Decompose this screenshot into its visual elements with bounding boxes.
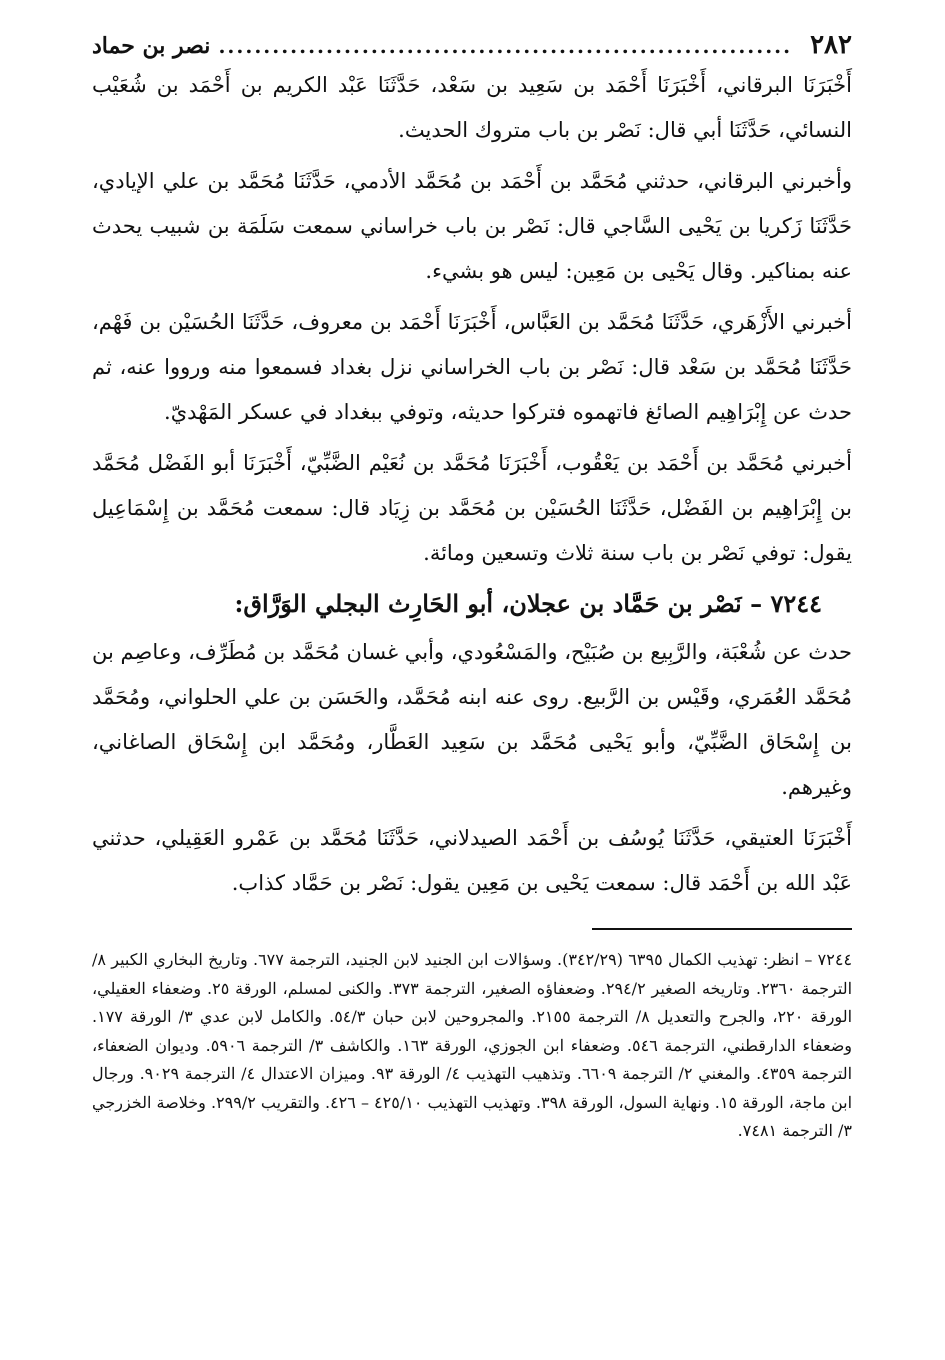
main-text: [92, 63, 852, 906]
paragraph: أخبرني مُحَمَّد بن أَحْمَد بن يَعْقُوب، أَخْبَرَنَا مُحَمَّد بن نُعَيْم الضَّبِّيّ، أَخْبَرَنَا أبو الفَضْل مُحَمَّد بن إِبْرَاهِيم بن الفَضْل، حَدَّثَنَا الحُسَيْن بن مُحَمَّد بن زِيَاد قال: سمعت مُحَمَّد بن إِسْمَاعِيل يقول: توفي نَصْر بن باب سنة ثلاث وتسعين ومائة.: [92, 451, 852, 565]
paragraph: أَخْبَرَنَا البرقاني، أَخْبَرَنَا أَحْمَد بن سَعِيد بن سَعْد، حَدَّثَنَا عَبْد الكريم بن أَحْمَد بن شُعَيْب النسائي، حَدَّثَنَا أبي قال: نَصْر بن باب متروك الحديث.: [92, 73, 852, 142]
footnote: ٧٢٤٤ – انظر: تهذيب الكمال ٦٣٩٥ (٣٤٢/٢٩). وسؤالات ابن الجنيد لابن الجنيد، الترجمة ٦٧٧. وتاريخ البخاري الكبير ٨/ الترجمة ٢٣٦٠. وتاريخه الصغير ٢٩٤/٢. وضعفاؤه الصغير، الترجمة ٣٧٣. والكنى لمسلم، الورقة ٢٥. وضعفاء العقيلي، الورقة ٢٢٠، والجرح والتعديل ٨/ الترجمة ٢١٥٥. والمجروحين لابن حبان ٥٤/٣. والكامل لابن عدي ٣/ الورقة ١٧٧. وضعفاء الدارقطني، الترجمة ٥٤٦. وضعفاء ابن الجوزي، الورقة ١٦٣. والكاشف ٣/ الترجمة ٥٩٠٦. وديوان الضعفاء، الترجمة ٤٣٥٩. والمغني ٢/ الترجمة ٦٦٠٩. وتذهيب التهذيب ٤/ الورقة ٩٣. وميزان الاعتدال ٤/ الترجمة ٩٠٢٩. ورجال ابن ماجة، الورقة ١٥. ونهاية السول، الورقة ٣٩٨. وتهذيب التهذيب ٤٢٥/١٠ – ٤٢٦. والتقريب ٢٩٩/٢. وخلاصة الخزرجي ٣/ الترجمة ٧٤٨١.: [92, 950, 853, 1140]
entry-heading: ٧٢٤٤ – نَصْر بن حَمَّاد بن عجلان، أبو الحَارِث البجلي الوَرَّاق:: [234, 589, 822, 618]
footnote-separator: [592, 928, 852, 930]
paragraph: أخبرني الأَزْهَري، حَدَّثَنَا مُحَمَّد بن العَبَّاس، أَخْبَرَنَا أَحْمَد بن معروف، حَدَّثَنَا الحُسَيْن بن فَهْم، حَدَّثَنَا مُحَمَّد بن سَعْد قال: نَصْر بن باب الخراساني نزل بغداد فسمعوا منه ورووا عنه، ثم حدث عن إِبْرَاهِيم الصائغ فاتهموه فتركوا حديثه، وتوفي ببغداد في عسكر المَهْديّ.: [92, 310, 852, 424]
paragraph: وأخبرني البرقاني، حدثني مُحَمَّد بن أَحْمَد بن مُحَمَّد الأدمي، حَدَّثَنَا مُحَمَّد بن علي الإيادي، حَدَّثَنَا زَكريا بن يَحْيى السَّاجي قال: نَصْر بن باب خراساني سمعت سَلَمَة بن شبيب يحدث عنه بمناكير. وقال يَحْيى بن مَعِين: ليس هو بشيء.: [92, 169, 852, 283]
paragraph: حدث عن شُعْبَة، والرَّبِيع بن صُبَيْح، والمَسْعُودي، وأبي غسان مُحَمَّد بن مُطَرِّف، وعاصِم بن مُحَمَّد العُمَري، وقَيْس بن الرَّبيع. روى عنه ابنه مُحَمَّد، والحَسَن بن علي الحلواني، ومُحَمَّد بن إِسْحَاق الضَّبِّيّ، وأبو يَحْيى مُحَمَّد بن سَعِيد العَطَّار، ومُحَمَّد ابن إِسْحَاق الصاغاني، وغيرهم.: [92, 640, 852, 799]
running-head: [92, 30, 852, 63]
leader-dots: [218, 31, 792, 61]
book-page: [92, 30, 852, 1330]
paragraph: أَخْبَرَنَا العتيقي، حَدَّثَنَا يُوسُف بن أَحْمَد الصيدلاني، حَدَّثَنَا مُحَمَّد بن عَمْرو العَقِيلي، حدثني عَبْد الله بن أَحْمَد قال: سمعت يَحْيى بن مَعِين يقول: نَصْر بن حَمَّاد كذاب.: [92, 826, 852, 895]
running-title: نصر بن حماد: [92, 33, 211, 59]
page-number: ٢٨٢: [810, 30, 852, 60]
